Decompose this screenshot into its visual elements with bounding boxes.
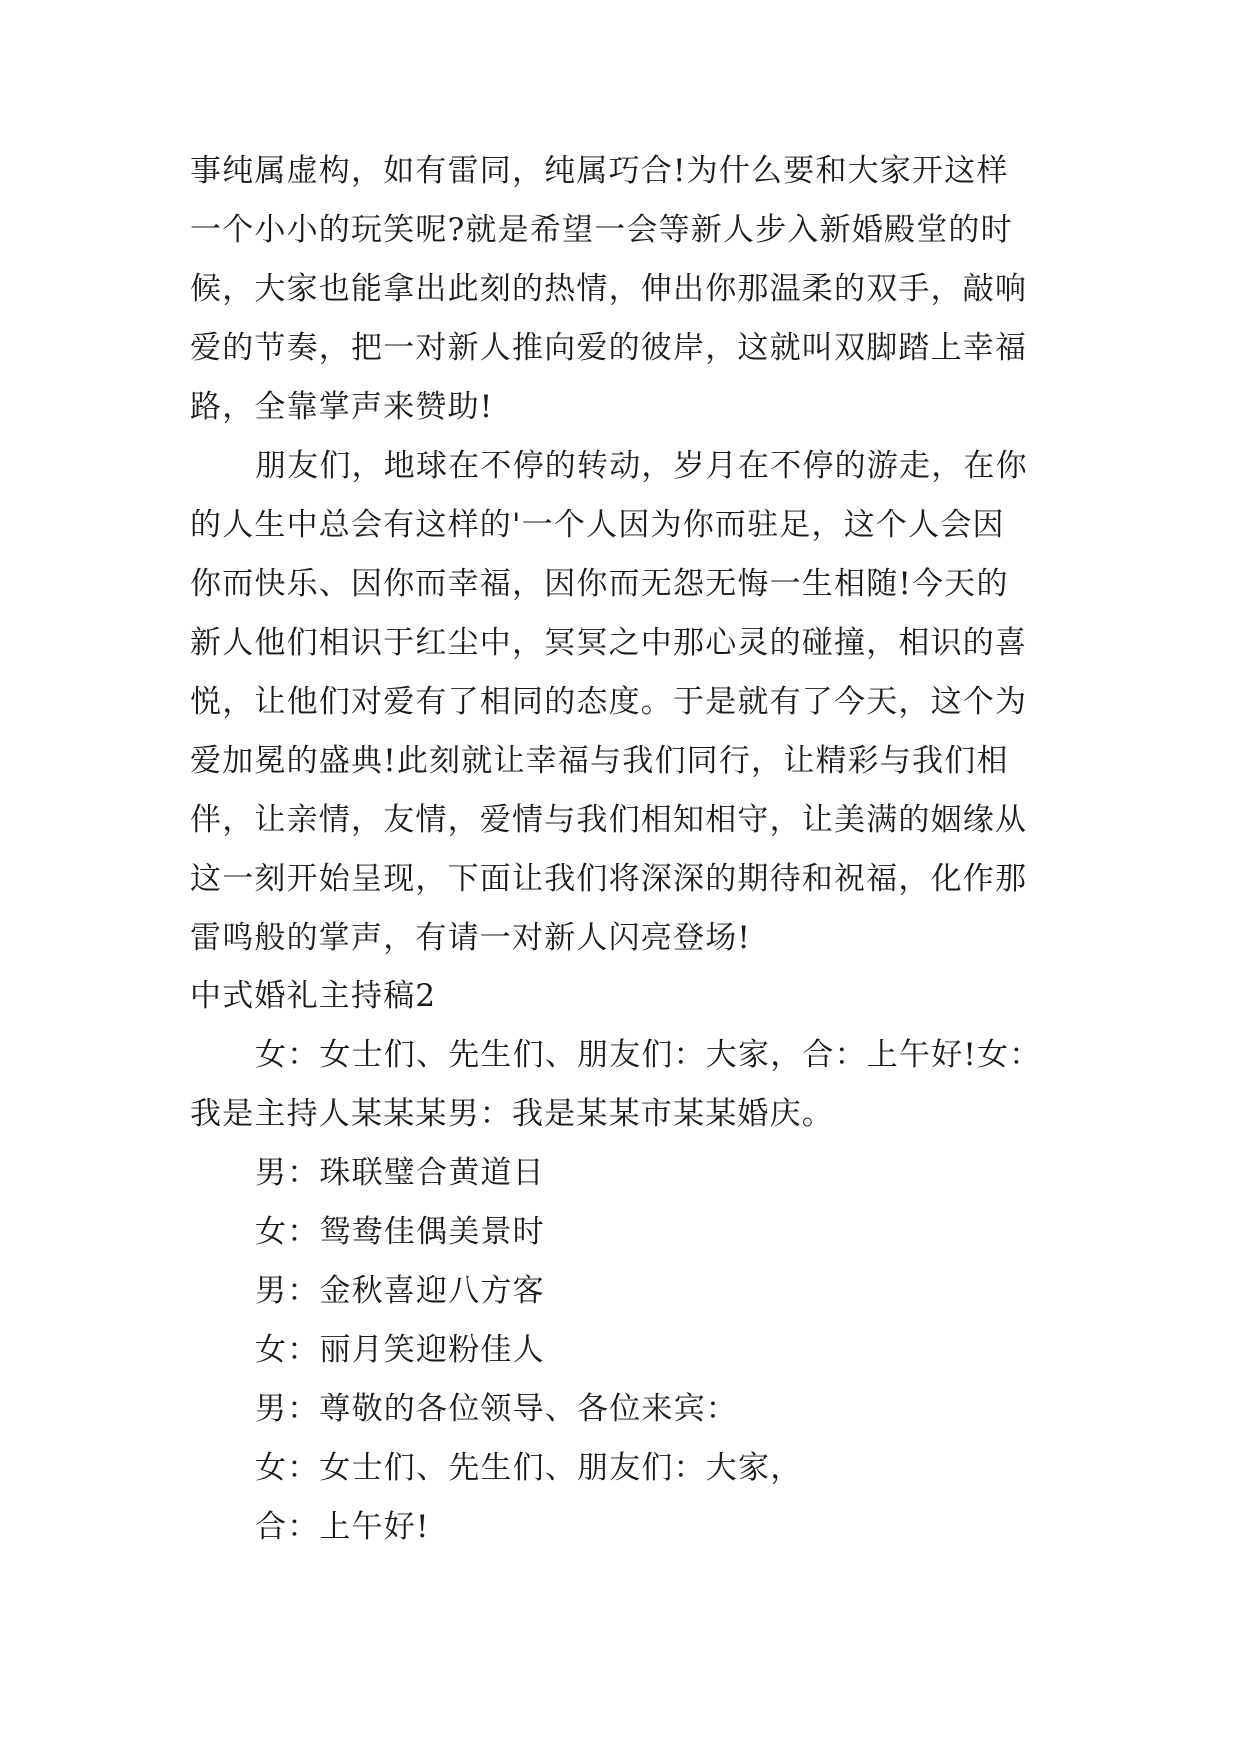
dialogue-line: 女：女士们、先生们、朋友们：大家， — [255, 1450, 803, 1486]
dialogue-line: 男：金秋喜迎八方客 — [255, 1273, 545, 1309]
body-text-line: 事纯属虚构，如有雷同，纯属巧合!为什么要和大家开这样 — [190, 153, 1009, 189]
section-heading: 中式婚礼主持稿2 — [190, 978, 437, 1014]
body-text-line: 悦，让他们对爱有了相同的态度。于是就有了今天，这个为 — [190, 684, 1028, 720]
body-text-line: 爱的节奏，把一对新人推向爱的彼岸，这就叫双脚踏上幸福 — [190, 330, 1028, 366]
body-text-line: 我是主持人某某某男：我是某某市某某婚庆。 — [190, 1096, 834, 1132]
dialogue-line: 男：尊敬的各位领导、各位来宾： — [255, 1391, 738, 1427]
body-text-line: 的人生中总会有这样的'一个人因为你而驻足，这个人会因 — [190, 507, 1005, 543]
body-text-line: 爱加冕的盛典!此刻就让幸福与我们同行，让精彩与我们相 — [190, 743, 1009, 779]
body-text-line: 雷鸣般的掌声，有请一对新人闪亮登场! — [190, 920, 752, 956]
dialogue-line: 男：珠联璧合黄道日 — [255, 1155, 545, 1191]
paragraph-first-line: 女：女士们、先生们、朋友们：大家，合：上午好!女： — [255, 1037, 1042, 1073]
paragraph-first-line: 朋友们，地球在不停的转动，岁月在不停的游走，在你 — [255, 448, 1028, 484]
body-text-line: 这一刻开始呈现，下面让我们将深深的期待和祝福，化作那 — [190, 861, 1028, 897]
body-text-line: 路，全靠掌声来赞助! — [190, 389, 494, 425]
body-text-line: 新人他们相识于红尘中，冥冥之中那心灵的碰撞，相识的喜 — [190, 625, 1028, 661]
dialogue-line: 女：丽月笑迎粉佳人 — [255, 1332, 545, 1368]
dialogue-line: 女：鸳鸯佳偶美景时 — [255, 1214, 545, 1250]
body-text-line: 一个小小的玩笑呢?就是希望一会等新人步入新婚殿堂的时 — [190, 212, 1013, 248]
body-text-line: 你而快乐、因你而幸福，因你而无怨无悔一生相随!今天的 — [190, 566, 1009, 602]
dialogue-line: 合：上午好! — [255, 1509, 430, 1545]
body-text-line: 伴，让亲情，友情，爱情与我们相知相守，让美满的姻缘从 — [190, 802, 1028, 838]
body-text-line: 候，大家也能拿出此刻的热情，伸出你那温柔的双手，敲响 — [190, 271, 1028, 307]
